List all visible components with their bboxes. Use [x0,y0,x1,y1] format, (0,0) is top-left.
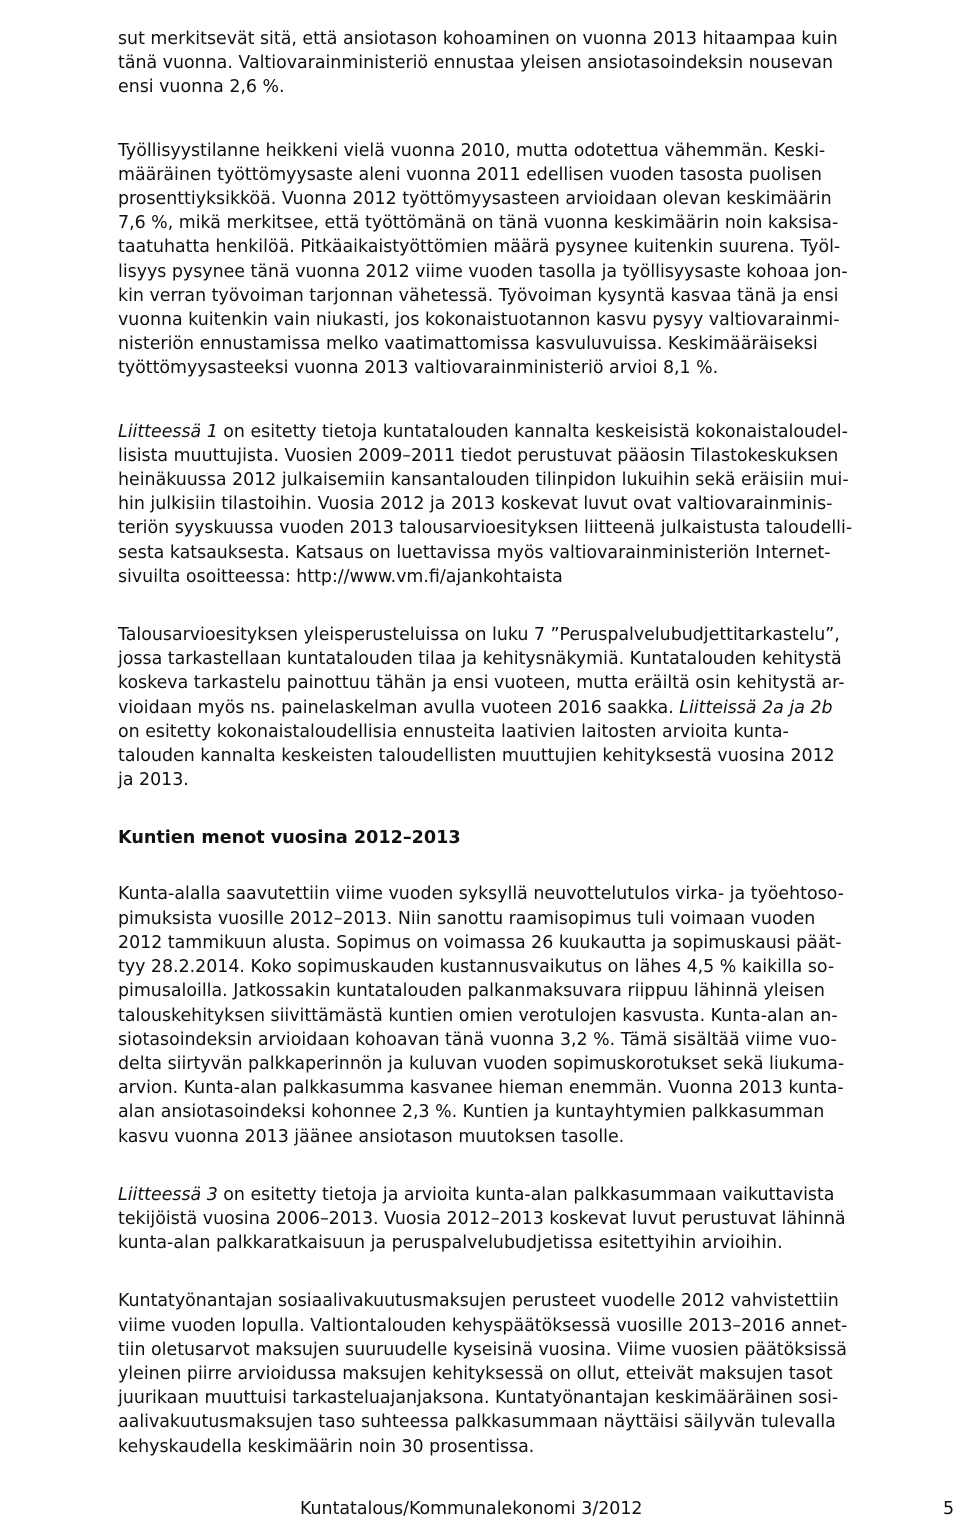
text-line: vuonna kuitenkin vain niukasti, jos kokonaistuotannon kasvu pysyy valtiovarainmi- [118,310,840,331]
section-heading: Kuntien menot vuosina 2012–2013 [118,828,461,849]
text-line: Talousarvioesityksen yleisperusteluissa on luku 7 ”Peruspalvelubudjettitarkastelu”, [118,625,840,646]
text-line: pimusaloilla. Jatkossakin kuntatalouden palkanmaksuvara riippuu lähinnä yleisen [118,981,825,1002]
text-line: lisista muuttujista. Vuosien 2009–2011 tiedot perustuvat pääosin Tilastokeskuksen [118,445,839,466]
text-line: juurikaan muuttuisi tarkasteluajanjaksona. Kuntatyönantajan keskimääräinen sosi- [118,1388,839,1409]
text-line: 7,6 %, mikä merkitsee, että työttömänä on tänä vuonna keskimäärin noin kaksisa- [118,213,839,234]
text-line: sivuilta osoitteessa: http://www.vm.fi/ajankohtaista [118,566,563,587]
text-line: 2012 tammikuun alusta. Sopimus on voimassa 26 kuukautta ja sopimuskausi päät- [118,932,842,953]
text-line: tänä vuonna. Valtiovarainministeriö ennustaa yleisen ansiotasoindeksin nousevan [118,53,834,74]
text-line: yleinen piirre arvioidussa maksujen kehityksessä on ollut, etteivät maksujen tasot [118,1363,833,1384]
text-line: arvion. Kunta-alan palkkasumma kasvanee hieman enemmän. Vuonna 2013 kunta- [118,1078,844,1099]
text-line: kasvu vuonna 2013 jäänee ansiotason muutoksen tasolle. [118,1126,625,1147]
text-line: ja 2013. [118,770,189,791]
paragraph-kunta-ala [118,882,938,1148]
text-line: siotasoindeksin arvioidaan kohoavan tänä vuonna 3,2 %. Tämä sisältää viime vuo- [118,1029,837,1050]
text-line: aalivakuutusmaksujen taso suhteessa palkkasummaan näyttäisi säilyvän tulevalla [118,1412,836,1433]
text-line [118,1183,938,1207]
text-line: kunta-alan palkkaratkaisuun ja peruspalvelubudjetissa esitettyihin arvioihin. [118,1233,783,1254]
page-footer [0,1497,960,1521]
text-line: prosenttiyksikköä. Vuonna 2012 työttömyysasteen arvioidaan olevan keskimäärin [118,189,832,210]
text-line [118,696,938,720]
appendix-reference: Liitteissä 2a ja 2b [679,697,833,718]
text-line: tiin oletusarvot maksujen suuruudelle kyseisinä vuosina. Viime vuosien päätöksissä [118,1339,847,1360]
text-line: hin julkisiin tilastoihin. Vuosia 2012 ja 2013 koskevat luvut ovat valtiovarainminis- [118,494,833,515]
text-line: nisteriön ennustamissa melko vaatimattomissa kasvuluvuissa. Keskimääräiseksi [118,334,818,355]
text-line: heinäkuussa 2012 julkaisemiin kansantalouden tilinpidon lukuihin sekä eräisiin mui- [118,470,849,491]
text-line: viime vuoden lopulla. Valtiontalouden kehyspäätöksessä vuosille 2013–2016 annet- [118,1315,848,1336]
page-number: 5 [943,1499,955,1519]
text-line: koskeva tarkastelu painottuu tähän ja ensi vuoteen, mutta eräiltä osin kehitystä ar- [118,673,845,694]
text-line: tyy 28.2.2014. Koko sopimuskauden kustannusvaikutus on lähes 4,5 % kaikilla so- [118,957,835,978]
appendix-reference: Liitteessä 1 [118,421,218,442]
text-line: talouden kannalta keskeisten taloudellisten muuttujien kehityksestä vuosina 2012 [118,746,835,767]
text-fragment: on esitetty tietoja kuntatalouden kannalta keskeisistä kokonaistaloudel- [217,421,848,442]
text-line: teriön syyskuussa vuoden 2013 talousarvioesityksen liitteenä julkaistusta taloudelli- [118,518,853,539]
paragraph-liite-3 [118,1183,938,1256]
text-line: alan ansiotasoindeksi kohonnee 2,3 %. Kuntien ja kuntayhtymien palkkasumman [118,1102,825,1123]
paragraph-tyollisyys [118,139,938,381]
text-line: kin verran työvoiman tarjonnan vähetessä. Työvoiman kysyntä kasvaa tänä ja ensi [118,285,839,306]
text-line: delta siirtyvän palkkaperinnön ja kuluvan vuoden sopimuskorotukset sekä liukuma- [118,1053,845,1074]
text-line: taatuhatta henkilöä. Pitkäaikaistyöttömien määrä pysynee kuitenkin suurena. Työl- [118,237,841,258]
publication-title: Kuntatalous/Kommunalekonomi 3/2012 [300,1499,643,1519]
text-line: määräinen työttömyysaste aleni vuonna 2011 edellisen vuoden tasosta puolisen [118,164,822,185]
text-fragment: vioidaan myös ns. painelaskelman avulla vuoteen 2016 saakka. [118,697,680,718]
paragraph-liite-1 [118,420,938,589]
text-line: talouskehityksen siivittämästä kuntien omien verotulojen kasvusta. Kunta-alan an- [118,1005,838,1026]
text-line: jossa tarkastellaan kuntatalouden tilaa ja kehitysnäkymiä. Kuntatalouden kehitystä [118,649,842,670]
text-line [118,420,938,444]
text-line: sesta katsauksesta. Katsaus on luettavissa myös valtiovarainministeriön Internet- [118,542,831,563]
text-line: Kunta-alalla saavutettiin viime vuoden syksyllä neuvottelutulos virka- ja työehtoso- [118,884,844,905]
document-page [118,27,938,1459]
text-line: Työllisyystilanne heikkeni vielä vuonna 2010, mutta odotettua vähemmän. Keski- [118,140,826,161]
text-line: pimuksista vuosille 2012–2013. Niin sanottu raamisopimus tuli voimaan vuoden [118,908,816,929]
text-line: tekijöistä vuosina 2006–2013. Vuosia 2012–2013 koskevat luvut perustuvat lähinnä [118,1208,846,1229]
text-line: on esitetty kokonaistaloudellisia ennusteita laativien laitosten arvioita kunta- [118,721,789,742]
text-line: lisyys pysynee tänä vuonna 2012 viime vuoden tasolla ja työllisyysaste kohoaa jon- [118,261,848,282]
paragraph-sosiaalivakuutus [118,1289,938,1458]
text-line: Kuntatyönantajan sosiaalivakuutusmaksujen perusteet vuodelle 2012 vahvistettiin [118,1291,839,1312]
text-line: työttömyysasteeksi vuonna 2013 valtiovarainministeriö arvioi 8,1 %. [118,358,719,379]
appendix-reference: Liitteessä 3 [118,1184,218,1205]
text-line: ensi vuonna 2,6 %. [118,77,285,98]
paragraph-ansiotaso [118,27,938,100]
text-fragment: on esitetty tietoja ja arvioita kunta-alan palkkasummaan vaikuttavista [217,1184,835,1205]
text-line: kehyskaudella keskimäärin noin 30 prosentissa. [118,1436,535,1457]
text-line: sut merkitsevät sitä, että ansiotason kohoaminen on vuonna 2013 hitaampaa kuin [118,29,838,49]
paragraph-talousarvio [118,623,938,792]
